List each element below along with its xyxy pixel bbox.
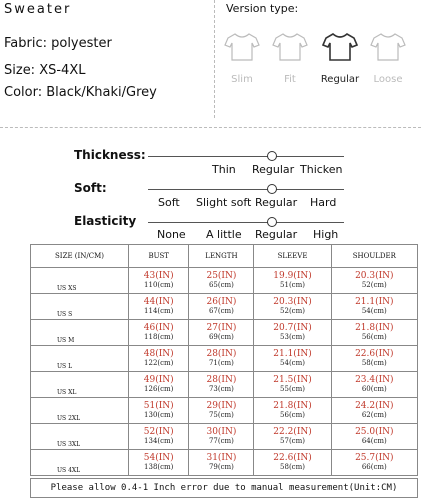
shoulder-cm-value: 64(cm) <box>361 437 387 445</box>
sleeve-inch-value: 20.3(IN) <box>273 297 312 307</box>
elasticity-indicator <box>267 217 277 227</box>
size-cell: US M <box>31 320 129 346</box>
sleeve-cell <box>254 424 331 450</box>
header-bust: BUST <box>129 245 189 268</box>
table-row <box>31 424 418 450</box>
size-cell: US 4XL <box>31 450 129 476</box>
header-sleeve: SLEEVE <box>254 245 331 268</box>
elasticity-option-high: High <box>313 228 339 241</box>
shoulder-cell <box>331 268 417 294</box>
length-cell <box>189 450 254 476</box>
shoulder-cm-value: 56(cm) <box>361 333 387 341</box>
table-row <box>31 294 418 320</box>
bust-cm-value: 126(cm) <box>144 385 174 393</box>
shoulder-cell <box>331 450 417 476</box>
thickness-option-thin: Thin <box>212 163 236 176</box>
length-cell <box>189 372 254 398</box>
table-row <box>31 268 418 294</box>
length-inch-value: 25(IN) <box>206 271 237 281</box>
shoulder-cm-value: 62(cm) <box>361 411 387 419</box>
bust-inch-value: 54(IN) <box>143 453 174 463</box>
sleeve-cm-value: 53(cm) <box>280 333 305 341</box>
product-specs-panel <box>0 0 421 128</box>
shoulder-inch-value: 21.1(IN) <box>355 297 394 307</box>
bust-cm-value: 130(cm) <box>144 411 174 419</box>
table-row <box>31 450 418 476</box>
header-size: SIZE (IN/CM) <box>31 245 129 268</box>
bust-cm-value: 114(cm) <box>144 307 174 315</box>
product-title: Sweater <box>4 2 72 17</box>
header-shoulder: SHOULDER <box>331 245 417 268</box>
bust-cell <box>129 450 189 476</box>
bust-cell <box>129 320 189 346</box>
thickness-track <box>148 156 344 157</box>
sleeve-cell <box>254 294 331 320</box>
sleeve-cell <box>254 268 331 294</box>
length-cell <box>189 424 254 450</box>
length-cm-value: 77(cm) <box>208 437 234 445</box>
shoulder-cell <box>331 372 417 398</box>
shoulder-inch-value: 25.0(IN) <box>355 427 394 437</box>
sleeve-inch-value: 22.2(IN) <box>273 427 312 437</box>
sleeve-cell <box>254 372 331 398</box>
thickness-indicator <box>267 151 277 161</box>
shoulder-cm-value: 54(cm) <box>361 307 387 315</box>
thickness-label: Thickness: <box>74 148 146 162</box>
version-label-loose: Loose <box>373 74 403 85</box>
vertical-divider <box>214 0 215 118</box>
length-inch-value: 26(IN) <box>206 297 237 307</box>
bust-cell <box>129 398 189 424</box>
shoulder-inch-value: 21.8(IN) <box>355 323 394 333</box>
size-cell: US XS <box>31 268 129 294</box>
table-row <box>31 346 418 372</box>
sleeve-cell <box>254 398 331 424</box>
length-cm-value: 75(cm) <box>208 411 234 419</box>
sleeve-inch-value: 22.6(IN) <box>273 453 312 463</box>
shoulder-inch-value: 24.2(IN) <box>355 401 394 411</box>
soft-option-regular: Regular <box>255 196 298 209</box>
length-cm-value: 79(cm) <box>208 463 234 471</box>
shoulder-inch-value: 22.6(IN) <box>355 349 394 359</box>
soft-option-slight-soft: Slight soft <box>196 196 252 209</box>
size-cell: US L <box>31 346 129 372</box>
length-inch-value: 30(IN) <box>206 427 237 437</box>
bust-cell <box>129 294 189 320</box>
shoulder-cell <box>331 398 417 424</box>
length-cm-value: 65(cm) <box>208 281 234 289</box>
sleeve-inch-value: 20.7(IN) <box>273 323 312 333</box>
size-spec: Size: XS-4XL <box>4 63 86 78</box>
version-label-fit: Fit <box>284 74 296 85</box>
elasticity-option-none: None <box>157 228 186 241</box>
length-inch-value: 28(IN) <box>206 349 237 359</box>
size-cell: US 3XL <box>31 424 129 450</box>
bust-inch-value: 43(IN) <box>143 271 174 281</box>
sleeve-inch-value: 19.9(IN) <box>273 271 312 281</box>
thickness-option-regular: Regular <box>252 163 295 176</box>
soft-track <box>148 189 344 190</box>
length-cell <box>189 320 254 346</box>
size-cell: US S <box>31 294 129 320</box>
version-label-slim: Slim <box>231 74 253 85</box>
length-cell <box>189 294 254 320</box>
horizontal-divider <box>0 127 421 128</box>
bust-cell <box>129 372 189 398</box>
table-row <box>31 398 418 424</box>
color-spec: Color: Black/Khaki/Grey <box>4 85 157 100</box>
version-type-title: Version type: <box>226 2 299 15</box>
shoulder-inch-value: 20.3(IN) <box>355 271 394 281</box>
shoulder-cell <box>331 294 417 320</box>
soft-indicator <box>267 184 277 194</box>
regular-tshirt-icon <box>322 32 358 62</box>
shoulder-cm-value: 58(cm) <box>361 359 387 367</box>
elasticity-option-a-little: A little <box>206 228 242 241</box>
sleeve-cm-value: 55(cm) <box>280 385 305 393</box>
sleeve-cm-value: 56(cm) <box>280 411 305 419</box>
length-cell <box>189 346 254 372</box>
sleeve-cm-value: 52(cm) <box>280 307 305 315</box>
elasticity-label: Elasticity <box>74 214 137 228</box>
elasticity-option-regular: Regular <box>255 228 298 241</box>
size-chart-header-row <box>31 245 418 268</box>
bust-cell <box>129 268 189 294</box>
fabric-spec: Fabric: polyester <box>4 36 112 51</box>
soft-label: Soft: <box>74 181 107 195</box>
shoulder-cm-value: 66(cm) <box>361 463 387 471</box>
bust-cm-value: 122(cm) <box>144 359 174 367</box>
shoulder-inch-value: 23.4(IN) <box>355 375 394 385</box>
version-label-regular: Regular <box>320 74 360 85</box>
soft-option-soft: Soft <box>158 196 180 209</box>
bust-inch-value: 52(IN) <box>143 427 174 437</box>
size-chart-table <box>30 244 418 476</box>
sleeve-cm-value: 51(cm) <box>280 281 305 289</box>
sleeve-cm-value: 54(cm) <box>280 359 305 367</box>
bust-cm-value: 138(cm) <box>144 463 174 471</box>
sleeve-cell <box>254 450 331 476</box>
length-cm-value: 69(cm) <box>208 333 234 341</box>
elasticity-track <box>148 222 344 223</box>
thickness-option-thicken: Thicken <box>300 163 343 176</box>
length-inch-value: 31(IN) <box>206 453 237 463</box>
bust-inch-value: 51(IN) <box>143 401 174 411</box>
shoulder-cell <box>331 320 417 346</box>
bust-cm-value: 118(cm) <box>144 333 174 341</box>
length-inch-value: 29(IN) <box>206 401 237 411</box>
length-cell <box>189 268 254 294</box>
bust-inch-value: 44(IN) <box>143 297 174 307</box>
shoulder-inch-value: 25.7(IN) <box>355 453 394 463</box>
length-cm-value: 67(cm) <box>208 307 234 315</box>
sleeve-inch-value: 21.1(IN) <box>273 349 312 359</box>
sleeve-inch-value: 21.5(IN) <box>273 375 312 385</box>
bust-inch-value: 48(IN) <box>143 349 174 359</box>
sleeve-inch-value: 21.8(IN) <box>273 401 312 411</box>
length-cm-value: 73(cm) <box>208 385 234 393</box>
header-length: LENGTH <box>189 245 254 268</box>
size-cell: US XL <box>31 372 129 398</box>
bust-cm-value: 134(cm) <box>144 437 174 445</box>
length-cm-value: 71(cm) <box>208 359 234 367</box>
length-cell <box>189 398 254 424</box>
sleeve-cm-value: 57(cm) <box>280 437 305 445</box>
loose-tshirt-icon <box>370 32 406 62</box>
shoulder-cm-value: 60(cm) <box>361 385 387 393</box>
table-row <box>31 372 418 398</box>
measurement-note: Please allow 0.4-1 Inch error due to manual measurement(Unit:CM) <box>30 478 418 498</box>
sleeve-cell <box>254 346 331 372</box>
shoulder-cm-value: 52(cm) <box>361 281 387 289</box>
sleeve-cm-value: 58(cm) <box>280 463 305 471</box>
length-inch-value: 27(IN) <box>206 323 237 333</box>
bust-cm-value: 110(cm) <box>144 281 174 289</box>
size-cell: US 2XL <box>31 398 129 424</box>
slim-tshirt-icon <box>224 32 260 62</box>
bust-inch-value: 46(IN) <box>143 323 174 333</box>
table-row <box>31 320 418 346</box>
length-inch-value: 28(IN) <box>206 375 237 385</box>
shoulder-cell <box>331 346 417 372</box>
sleeve-cell <box>254 320 331 346</box>
bust-cell <box>129 424 189 450</box>
soft-option-hard: Hard <box>310 196 337 209</box>
bust-inch-value: 49(IN) <box>143 375 174 385</box>
shoulder-cell <box>331 424 417 450</box>
fit-tshirt-icon <box>272 32 308 62</box>
bust-cell <box>129 346 189 372</box>
